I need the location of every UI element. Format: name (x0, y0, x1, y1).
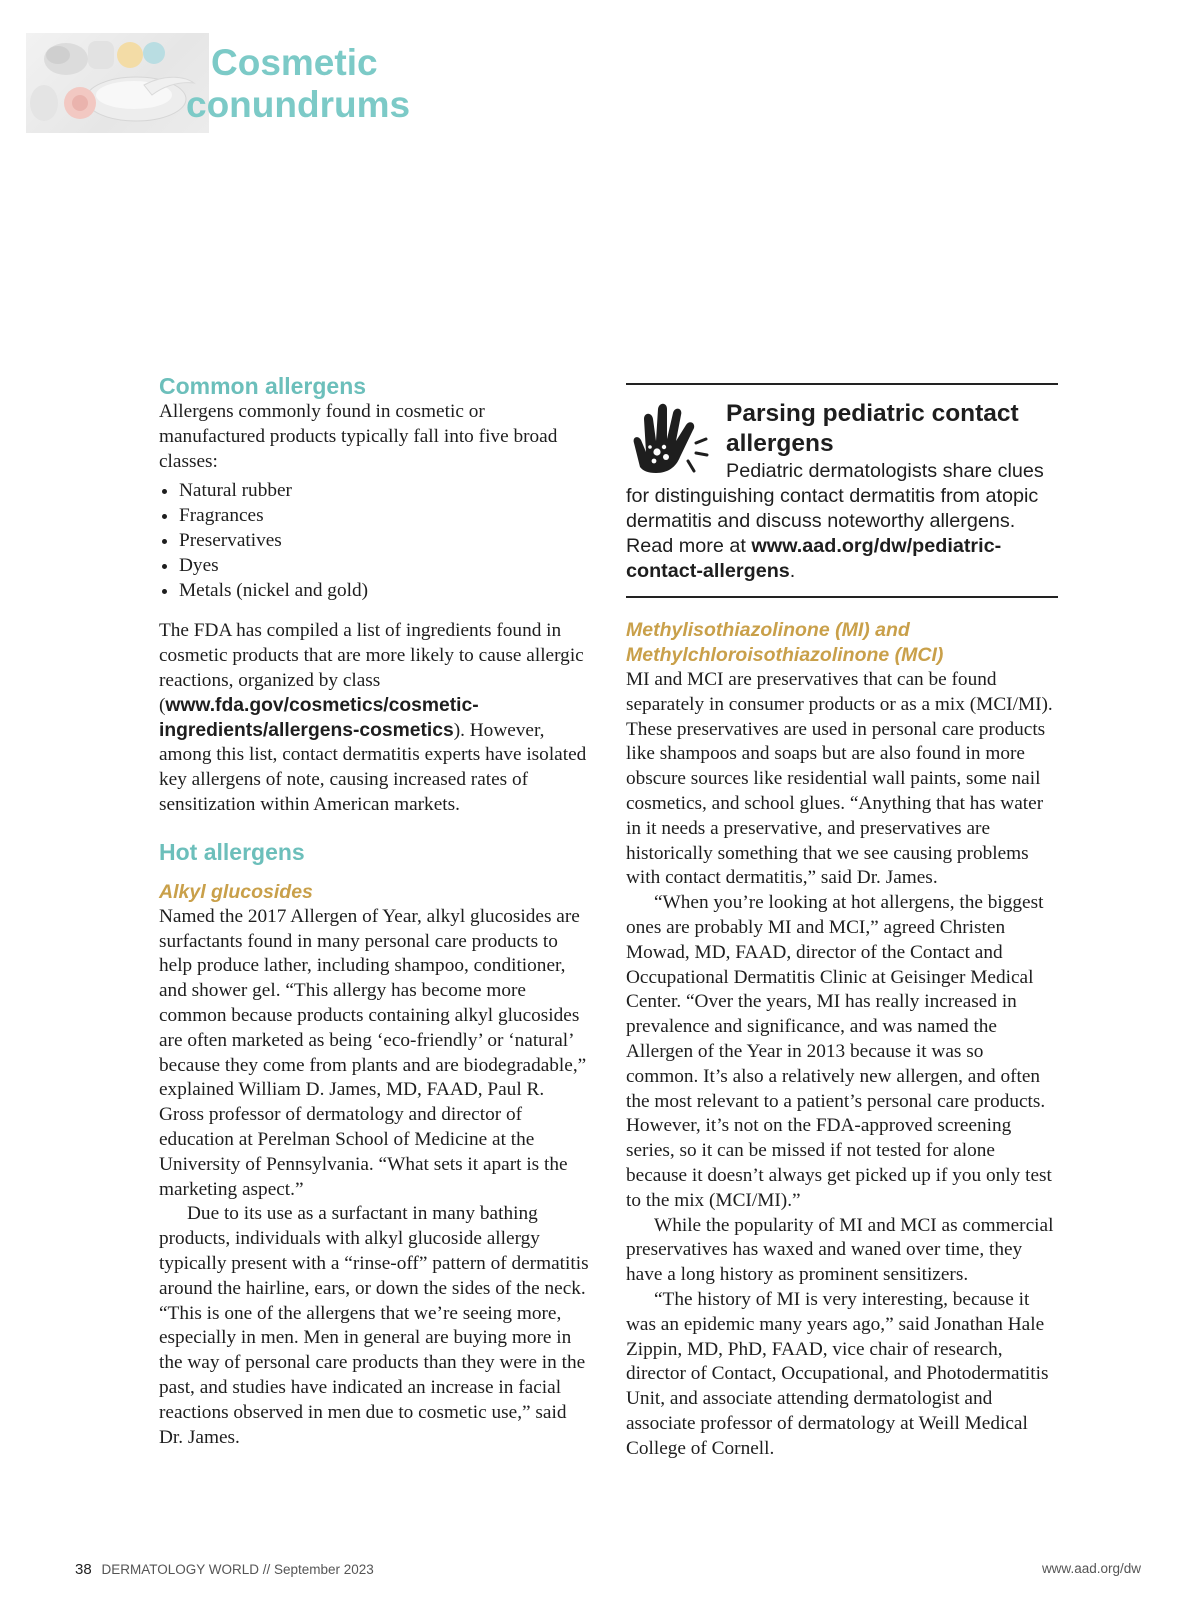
list-item: • Natural rubber (179, 478, 589, 503)
list-item: • Dyes (179, 553, 589, 578)
page-number: 38 (75, 1561, 92, 1578)
hot-allergens-heading: Hot allergens (159, 838, 305, 865)
mi-mci-subheading (626, 618, 1058, 668)
mi-paragraph-1: MI and MCI are preservatives that can be found separately in consumer products or as a mix (MCI/MI). These preservatives are used in personal care products like shampoos and soaps but are also found in more obscure sources like residential wall paints, some nail cosmetics, and school glues. “Anything that has water in it needs a preservative, and preservatives are historically something that we see causing problems with contact dermatitis,” said Dr. James. (626, 669, 1053, 889)
common-allergens-heading: Common allergens (159, 373, 367, 399)
right-column (626, 383, 1058, 1462)
hand-allergen-icon (626, 397, 712, 479)
list-item: • Fragrances (179, 503, 589, 528)
common-allergens-intro: Allergens commonly found in cosmetic or manufactured products typically fall into five broad classes: (159, 401, 558, 472)
fda-paragraph (159, 619, 589, 817)
sidebar-box (626, 383, 1058, 598)
fda-text-before: The FDA has compiled a list of ingredients found in cosmetic products that are more likely to cause allergic reactions, organized by class ( (159, 620, 584, 716)
mi-paragraph-2: “When you’re looking at hot allergens, the biggest ones are probably MI and MCI,” agreed Christen Mowad, MD, FAAD, director of the Contact and Occupational Dermatitis Clinic at Geisinger Medical Center. “Over the years, MI has really increased in prevalence and significance, and was named the Allergen of the Year in 2013 because it was so common. It’s also a relatively new allergen, and often the most relevant to a patient’s personal care products. However, it’s not on the FDA-approved screening series, so it can be missed if not tested for alone because it doesn’t always get picked up if you only test to the mix (MCI/MI).” (626, 892, 1052, 1211)
sidebar-text-after: . (789, 560, 796, 582)
mi-mci-subheading-line2: Methylchloroisothiazolinone (MCI) (626, 644, 944, 666)
left-column (159, 372, 589, 1450)
mi-paragraph-3: While the popularity of MI and MCI as commercial preservatives has waxed and waned over time, they have a long history as prominent sensitizers. (626, 1214, 1054, 1286)
sidebar-text-body: Pediatric dermatologists share clues for distinguishing contact dermatitis from atopic dermatitis and discuss noteworthy allergens. Read more at (626, 460, 1044, 557)
cosmetics-photo-illustration (26, 33, 209, 133)
page-title-line2: conundrums (186, 84, 411, 125)
footer-left (75, 1561, 374, 1578)
fda-link[interactable]: www.fda.gov/cosmetics/cosmetic-ingredients/allergens-cosmetics (159, 694, 479, 741)
sidebar-title: Parsing pediatric contact allergens (726, 400, 1019, 457)
mi-paragraph-4: “The history of MI is very interesting, because it was an epidemic many years ago,” said Jonathan Hale Zippin, MD, PhD, FAAD, vice chair of research, director of Contact, Occupational, and Photodermatitis Unit, and associate attending dermatologist and associate professor of dermatology at Weill Medical College of Cornell. (626, 1288, 1049, 1459)
fda-text-after: ). However, among this list, contact dermatitis experts have isolated key allergens of note, causing increased rates of sensitization within American markets. (159, 719, 587, 815)
list-item: • Metals (nickel and gold) (179, 578, 589, 603)
mi-mci-subheading-line1: Methylisothiazolinone (MI) and (626, 619, 910, 641)
page-title-line1: Cosmetic (211, 42, 378, 83)
publication-info: DERMATOLOGY WORLD // September 2023 (101, 1562, 374, 1577)
cosmetics-photo (26, 33, 209, 133)
page-title (186, 42, 410, 126)
alkyl-glucosides-subheading: Alkyl glucosides (159, 880, 313, 903)
allergen-classes-list (159, 478, 589, 603)
sidebar-link[interactable]: www.aad.org/dw/pediatric-contact-allergens (626, 535, 1002, 582)
alkyl-paragraph-1: Named the 2017 Allergen of Year, alkyl glucosides are surfactants found in many personal care products to help produce lather, including shampoo, conditioner, and shower gel. “This allergy has become more common because products containing alkyl glucosides are often marketed as being ‘eco-friendly’ or ‘natural’ because they come from plants and are biodegradable,” explained William D. James, MD, FAAD, Paul R. Gross professor of dermatology and director of education at Perelman School of Medicine at the University of Pennsylvania. “What sets it apart is the marketing aspect.” (159, 905, 587, 1200)
list-item: • Preservatives (179, 528, 589, 553)
footer-url[interactable]: www.aad.org/dw (1041, 1561, 1141, 1576)
alkyl-paragraph-2: Due to its use as a surfactant in many bathing products, individuals with alkyl glucoside allergy typically present with a “rinse-off” pattern of dermatitis around the hairline, ears, or down the sides of the neck. “This is one of the allergens that we’re seeing more, especially in men. Men in general are buying more in the way of personal care products than they were in the past, and studies have indicated an increase in facial reactions observed in men due to cosmetic use,” said Dr. James. (159, 1203, 589, 1448)
